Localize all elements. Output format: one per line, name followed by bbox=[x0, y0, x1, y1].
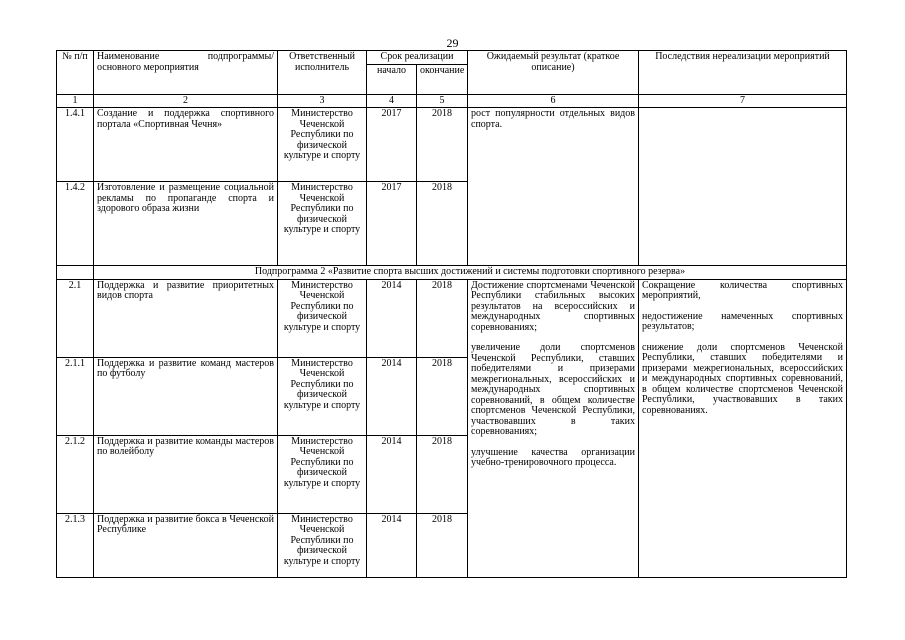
row-name: Изготовление и размещение социальной рекламы по пропаганде спорта и здорового образа жизни bbox=[94, 182, 278, 266]
row-start: 2014 bbox=[367, 279, 417, 357]
page-number: 29 bbox=[446, 36, 459, 50]
header-name: Наименование подпрограммы/ основного мероприятия bbox=[94, 51, 278, 95]
row-start: 2014 bbox=[367, 357, 417, 435]
row-number: 2.1 bbox=[57, 279, 94, 357]
row-executor: Министерство Чеченской Республики по физической культуре и спорту bbox=[278, 108, 367, 182]
row-name: Поддержка и развитие приоритетных видов спорта bbox=[94, 279, 278, 357]
row-end: 2018 bbox=[417, 279, 468, 357]
column-number: 7 bbox=[639, 94, 847, 108]
row-name: Создание и поддержка спортивного портала «Спортивная Чечня» bbox=[94, 108, 278, 182]
column-number: 2 bbox=[94, 94, 278, 108]
row-name: Поддержка и развитие команд мастеров по футболу bbox=[94, 357, 278, 435]
row-number: 2.1.2 bbox=[57, 435, 94, 513]
header-consequences: Последствия нереализации мероприятий bbox=[639, 51, 847, 95]
row-end: 2018 bbox=[417, 108, 468, 182]
column-number: 4 bbox=[367, 94, 417, 108]
program-table bbox=[56, 50, 847, 578]
result-paragraph: улучшение качества организации учебно-тренировочного процесса. bbox=[471, 446, 635, 468]
column-number: 5 bbox=[417, 94, 468, 108]
row-end: 2018 bbox=[417, 357, 468, 435]
block2-result bbox=[468, 279, 639, 577]
row-start: 2017 bbox=[367, 182, 417, 266]
row-executor: Министерство Чеченской Республики по физической культуре и спорту bbox=[278, 513, 367, 577]
table-row bbox=[57, 108, 847, 182]
section-title: Подпрограмма 2 «Развитие спорта высших достижений и системы подготовки спортивного резерва» bbox=[94, 266, 847, 280]
column-number: 3 bbox=[278, 94, 367, 108]
column-number: 1 bbox=[57, 94, 94, 108]
column-number-row bbox=[57, 94, 847, 108]
header-executor: Ответственный исполнитель bbox=[278, 51, 367, 95]
header-no: № п/п bbox=[57, 51, 94, 95]
row-executor: Министерство Чеченской Республики по физической культуре и спорту bbox=[278, 279, 367, 357]
row-end: 2018 bbox=[417, 182, 468, 266]
row-name: Поддержка и развитие бокса в Чеченской Республике bbox=[94, 513, 278, 577]
section-spacer bbox=[57, 266, 94, 280]
row-executor: Министерство Чеченской Республики по физической культуре и спорту bbox=[278, 182, 367, 266]
row-number: 1.4.2 bbox=[57, 182, 94, 266]
row-number: 2.1.1 bbox=[57, 357, 94, 435]
row-name: Поддержка и развитие команды мастеров по волейболу bbox=[94, 435, 278, 513]
header-period: Срок реализации bbox=[367, 51, 468, 65]
consequence-paragraph: недостижение намеченных спортивных результатов; bbox=[642, 310, 843, 332]
consequence-paragraph: снижение доли спортсменов Чеченской Республики, ставших победителями и призерами межрегиональных, всероссийских и международных спортивных соревнований, в общем количестве спортсменов Чеченской Республики, участвовавших в таких соревнованиях. bbox=[642, 341, 843, 416]
table-row bbox=[57, 279, 847, 357]
result-paragraph: Достижение спортсменами Чеченской Республики стабильных высоких результатов на всероссийских и международных спортивных соревнованиях; bbox=[471, 279, 635, 333]
row-number: 2.1.3 bbox=[57, 513, 94, 577]
row-executor: Министерство Чеченской Республики по физической культуре и спорту bbox=[278, 435, 367, 513]
block2-consequences bbox=[639, 279, 847, 577]
header-result: Ожидаемый результат (краткое описание) bbox=[468, 51, 639, 95]
row-start: 2014 bbox=[367, 513, 417, 577]
row-number: 1.4.1 bbox=[57, 108, 94, 182]
section-row bbox=[57, 266, 847, 280]
row-executor: Министерство Чеченской Республики по физической культуре и спорту bbox=[278, 357, 367, 435]
row-end: 2018 bbox=[417, 435, 468, 513]
block1-consequences bbox=[639, 108, 847, 266]
result-paragraph: увеличение доли спортсменов Чеченской Республики, ставших победителями и призерами межрегиональных, всероссийских и международных спортивных соревнований, в общем количестве спортсменов Чеченской Республики, участвовавших в таких соревнованиях; bbox=[471, 342, 635, 437]
header-row bbox=[57, 51, 847, 65]
column-number: 6 bbox=[468, 94, 639, 108]
header-start: начало bbox=[367, 64, 417, 94]
block1-result: рост популярности отдельных видов спорта. bbox=[468, 108, 639, 266]
header-end: окончание bbox=[417, 64, 468, 94]
row-start: 2014 bbox=[367, 435, 417, 513]
row-start: 2017 bbox=[367, 108, 417, 182]
consequence-paragraph: Сокращение количества спортивных мероприятий, bbox=[642, 279, 843, 301]
row-end: 2018 bbox=[417, 513, 468, 577]
